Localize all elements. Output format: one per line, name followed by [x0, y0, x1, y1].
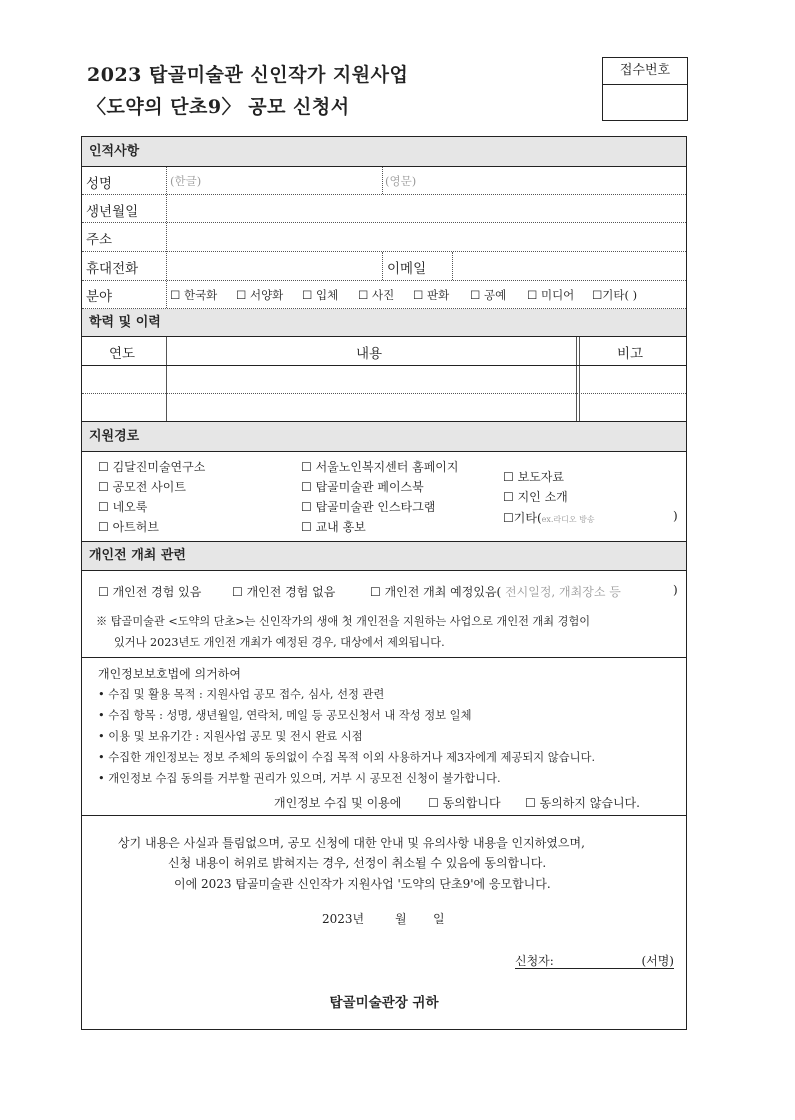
solo-option-not-experienced[interactable]: ☐ 개인전 경험 없음 — [232, 585, 336, 599]
name-label: 성명 — [86, 176, 113, 192]
route-option-contest-site[interactable]: ☐ 공모전 사이트 — [98, 480, 186, 494]
education-row[interactable] — [82, 394, 686, 421]
privacy-bullet: • 수집 항목 : 성명, 생년월일, 연락처, 메일 등 공모신청서 내 작성 정보 일체 — [98, 709, 472, 722]
field-option-photo[interactable]: ☐ 사진 — [358, 288, 395, 302]
applicant-signature-field[interactable] — [515, 952, 674, 969]
education-row[interactable] — [82, 366, 686, 393]
section-header-route: 지원경로 — [82, 422, 686, 451]
privacy-agree-checkbox[interactable]: ☐ 동의합니다 — [428, 796, 501, 810]
declaration-line3: 이에 2023 탑골미술관 신인작가 지원사업 '도약의 단초9'에 응모합니다. — [174, 877, 551, 891]
education-col-content: 내용 — [356, 346, 383, 362]
field-option-other[interactable]: ☐기타( ) — [592, 288, 638, 302]
birth-field[interactable] — [168, 195, 684, 222]
route-option-kimdaljin[interactable]: ☐ 김달진미술연구소 — [98, 460, 206, 474]
date-month[interactable]: 월 — [395, 912, 407, 926]
addressee: 탑골미술관장 귀하 — [329, 995, 439, 1011]
declaration-line1: 상기 내용은 사실과 틀림없으며, 공모 신청에 대한 안내 및 유의사항 내용을 인지하였으며, — [118, 836, 585, 850]
education-col-year: 연도 — [109, 346, 136, 362]
route-option-welfare-homepage[interactable]: ☐ 서울노인복지센터 홈페이지 — [301, 460, 459, 474]
application-form: 인적사항 성명 (한글) (영문) 생년월일 주소 휴대전화 이메일 분야 ☐ 한국화 ☐ 서양화 ☐ 입체 ☐ 사진 ☐ 판화 ☐ 공예 ☐ 미디어 ☐기타( ) 학력 및 이력 연도 내용 비고 지원경로 ☐ 김달진미술연구소 ☐ 공모전 사이트 ☐ 네오룩 ☐ 아트허브 ☐ 서울노인복지센터 홈페이지 ☐ 탑골미술관 페이스북 ☐ 탑골미술관 인스타그램 ☐ 교내 홍보 ☐ 보도자료 ☐ 지인 소개 ☐기타(ex.라디오 방송 ) 개인전 개최 관련 ☐ 개인전 경험 있음 ☐ 개인전 경험 없음 ☐ 개인전 개최 예정있음( 전시일정, 개최장소 등 ) ※ 탑골미술관 <도약의 단초>는 신인작가의 생애 첫 개인전을 지원하는 사업으로 개인전 개최 경험이 있거나 2023년도 개인전 개최가 예정된 경우, 대상에서 제외됩니다. 개인정보보호법에 의거하여 • 수집 및 활용 목적 : 지원사업 공모 접수, 심사, 선정 관련 • 수집 항목 : 성명, 생년월일, 연락처, 메일 등 공모신청서 내 작성 정보 일체 • 이용 및 보유기간 : 지원사업 공모 및 전시 완료 시점 • 수집한 개인정보는 정보 주체의 동의없이 수집 목적 이외 사용하거나 제3자에게 제공되지 않습니다. • 개인정보 수집 동의를 거부할 권리가 있으며, 거부 시 공모전 신청이 불가합니다. 개인정보 수집 및 이용에 ☐ 동의합니다 ☐ 동의하지 않습니다. 상기 내용은 사실과 틀림없으며, 공모 신청에 대한 안내 및 유의사항 내용을 인지하였으며, 신청 내용이 허위로 밝혀지는 경우, 선정이 취소될 수 있음에 동의합니다. 이에 2023 탑골미술관 신인작가 지원사업 '도약의 단초9'에 응모합니다. 2023년 월 일 신청자: (서명) 탑골미술관장 귀하 — [81, 136, 687, 1030]
privacy-disagree-checkbox[interactable]: ☐ 동의하지 않습니다. — [525, 796, 640, 810]
route-other-hint: ex.라디오 방송 — [541, 515, 595, 524]
email-field[interactable] — [454, 252, 684, 279]
form-title-line2: 〈도약의 단초9〉 공모 신청서 — [87, 96, 350, 118]
section-header-personal: 인적사항 — [82, 137, 686, 166]
signature-label: (서명) — [641, 954, 674, 968]
address-field[interactable] — [168, 223, 684, 250]
declaration-line2: 신청 내용이 허위로 밝혀지는 경우, 선정이 취소될 수 있음에 동의합니다. — [168, 856, 547, 870]
field-option-print[interactable]: ☐ 판화 — [413, 288, 450, 302]
solo-notice-line1: ※ 탑골미술관 <도약의 단초>는 신인작가의 생애 첫 개인전을 지원하는 사업으로 개인전 개최 경험이 — [96, 615, 591, 628]
receipt-number-field[interactable] — [603, 85, 687, 120]
name-english-field[interactable]: (영문) — [385, 174, 417, 188]
field-option-sculpture[interactable]: ☐ 입체 — [302, 288, 339, 302]
solo-planned-hint: 전시일정, 개최장소 등 — [505, 585, 621, 599]
applicant-label: 신청자: — [515, 954, 554, 968]
education-col-note: 비고 — [617, 346, 644, 362]
date-day[interactable]: 일 — [433, 912, 445, 926]
email-label: 이메일 — [387, 261, 427, 277]
field-label: 분야 — [86, 289, 113, 305]
privacy-bullet: • 개인정보 수집 동의를 거부할 권리가 있으며, 거부 시 공모전 신청이 불가합니다. — [98, 772, 501, 785]
route-option-press[interactable]: ☐ 보도자료 — [503, 470, 564, 484]
birth-label: 생년월일 — [86, 204, 139, 220]
field-option-media[interactable]: ☐ 미디어 — [527, 288, 575, 302]
privacy-bullet: • 수집한 개인정보는 정보 주체의 동의없이 수집 목적 이외 사용하거나 제3자에게 제공되지 않습니다. — [98, 751, 596, 764]
phone-field[interactable] — [168, 252, 380, 279]
solo-notice-line2: 있거나 2023년도 개인전 개최가 예정된 경우, 대상에서 제외됩니다. — [114, 636, 445, 649]
field-option-western-painting[interactable]: ☐ 서양화 — [236, 288, 284, 302]
form-title-line1: 2023 탑골미술관 신인작가 지원사업 — [87, 64, 409, 86]
route-option-neolook[interactable]: ☐ 네오룩 — [98, 500, 148, 514]
phone-label: 휴대전화 — [86, 261, 139, 277]
receipt-number-label: 접수번호 — [603, 58, 687, 85]
receipt-number-box — [602, 57, 688, 121]
solo-option-experienced[interactable]: ☐ 개인전 경험 있음 — [98, 585, 202, 599]
privacy-consent-label: 개인정보 수집 및 이용에 — [274, 796, 402, 810]
route-option-other[interactable]: ☐기타(ex.라디오 방송 — [503, 511, 595, 525]
privacy-bullet: • 수집 및 활용 목적 : 지원사업 공모 접수, 심사, 선정 관련 — [98, 688, 385, 701]
field-option-craft[interactable]: ☐ 공예 — [470, 288, 507, 302]
section-header-education: 학력 및 이력 — [82, 309, 686, 336]
name-korean-field[interactable]: (한글) — [170, 174, 202, 188]
route-option-arthub[interactable]: ☐ 아트허브 — [98, 520, 159, 534]
field-option-korean-painting[interactable]: ☐ 한국화 — [170, 288, 218, 302]
route-option-facebook[interactable]: ☐ 탑골미술관 페이스북 — [301, 480, 424, 494]
privacy-bullet: • 이용 및 보유기간 : 지원사업 공모 및 전시 완료 시점 — [98, 730, 363, 743]
route-option-acquaintance[interactable]: ☐ 지인 소개 — [503, 490, 568, 504]
solo-option-planned[interactable]: ☐ 개인전 개최 예정있음( 전시일정, 개최장소 등 — [370, 585, 621, 599]
route-option-school[interactable]: ☐ 교내 홍보 — [301, 520, 366, 534]
address-label: 주소 — [86, 232, 113, 248]
date-year[interactable]: 2023년 — [322, 912, 365, 926]
section-header-solo: 개인전 개최 관련 — [82, 542, 686, 570]
privacy-intro: 개인정보보호법에 의거하여 — [98, 667, 241, 681]
route-option-instagram[interactable]: ☐ 탑골미술관 인스타그램 — [301, 500, 436, 514]
